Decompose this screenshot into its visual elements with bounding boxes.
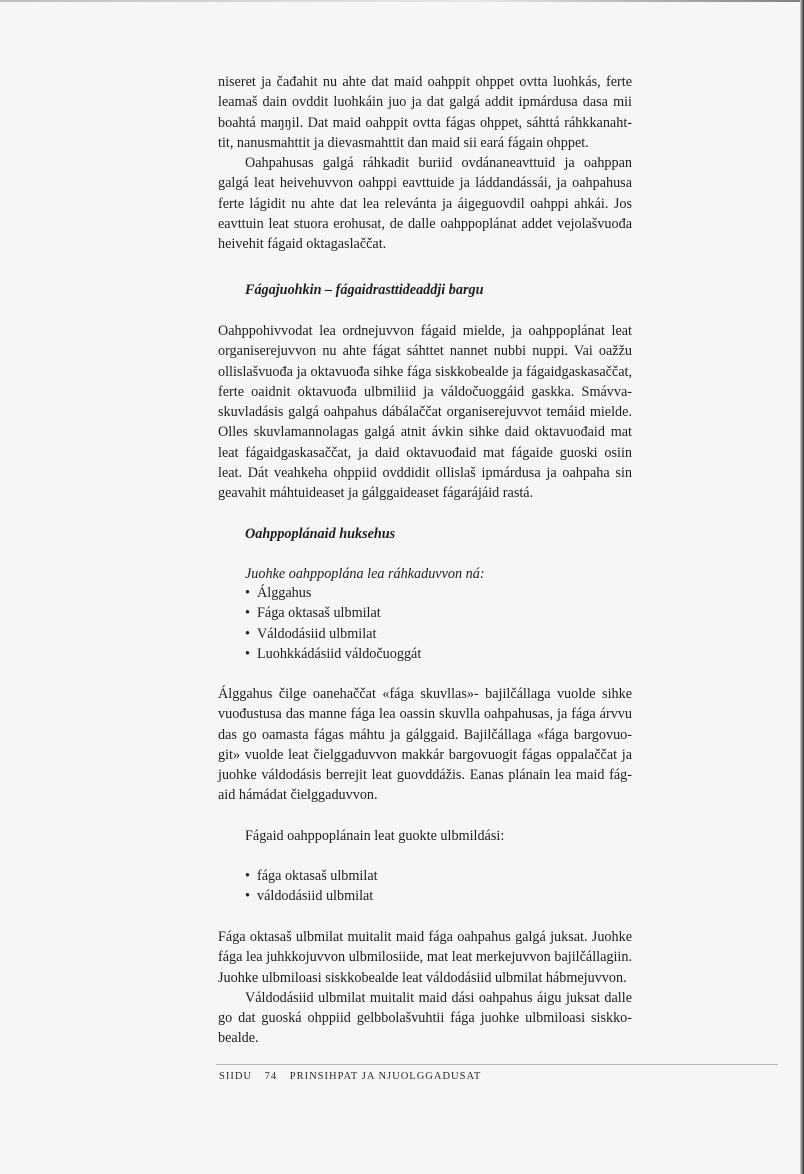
paragraph-6: Váldodásiid ulbmilat muitalit maid dási oahpahus áigu juksat dalle go dat guoská ohppiid gelbbolašvuhtii fága juohke ulbmiloasi siskkobealde. — [218, 989, 632, 1047]
heading-oahppoplanaid-huksehus: Oahppoplánaid huksehus — [245, 526, 396, 542]
list-item: • Váldodásiid ulbmilat — [245, 624, 421, 644]
list-item: • fága oktasaš ulbmilat — [245, 866, 378, 886]
bullet-icon: • — [245, 605, 250, 622]
list-item: • Fága oktasaš ulbmilat — [245, 603, 421, 623]
section-4-text — [218, 927, 632, 1049]
list-item: • Luohkkádásiid váldočuoggát — [245, 644, 421, 664]
section-1-text — [218, 72, 632, 255]
paragraph-1: niseret ja čađahit nu ahte dat maid oahppit ohppet ovtta luohkás, ferte leamaš dain ovddit luohkáin juo ja dat galgá addit ipmárdusa dasa mii boahtá maŋŋil. Dat maid oahppit ovtta fágas ohppet, sáhttá ráhkkanahttit, nanusmahttit ja dievasmahttit dan maid sii eará fágain ohppet. — [218, 74, 632, 151]
paragraph-3: Oahppohivvodat lea ordnejuvvon fágaid mielde, ja oahppoplánat leat organiserejuvvon nu ahte fágat sáhttet nannet nubbi nuppi. Vai oažžu ollislašvuođa ja oktavuođa sihke fága siskkobealde ja fágaidgaskasaččat, ferte oaidnit oktavuođa ulbmiliid ja váldočuoggáid gaskka. Smávvaskuvladásis galgá oahpahus dábálaččat organiserejuvvot temáid mielde. Olles skuvlamannolagas galgá atnit ávkin sihke daid oktavuođaid mat leat fágaidgaskasaččat, ja daid oktavuođaid mat fágaide guoski osiin leat. Dát veahkeha ohppiid ovddidit ollislaš ipmárdusa ja oahpaha sin geavahit máhtuideaset ja gálggaideaset fágarájáid rastá. — [218, 323, 632, 502]
bullet-icon: • — [245, 888, 250, 905]
structure-list — [245, 583, 421, 664]
bullet-icon: • — [245, 585, 250, 601]
running-title: PRINSIHPAT JA NJUOLGGADUSAT — [289, 1071, 482, 1082]
footer-rule — [216, 1064, 778, 1065]
paragraph-4: Álggahus čilge oanehaččat «fága skuvllas»- bajilčállaga vuolde sihke vuođustusa das manne fága lea oassin skuvlla oahpahusas, ja fága árvvu das go oamasta fágas máhtu ja gálggaid. Bajilčállaga «fága bargovuogit» vuolde leat čielggaduvvon makkár bargovuogit fágas oppalaččat ja juohke váldodásis berrejit leat guovddážis. Eanas plánain lea maid fágaid hámádat čielggaduvvon. — [218, 686, 632, 804]
paragraph-2: Oahpahusas galgá ráhkadit buriid ovdánaneavttuid ja oahppan galgá leat heivehuvvon oahppi eavttuide ja láddandássái, ja oahpahusa ferte lágidit nu ahte dat lea relevánta ja áigeguovdil oahppi ahkái. Jos eavttuin leat stuora erohusat, de dalle oahppoplánat addet vejolašvuođa heivehit fágaid oktagaslaččat. — [218, 155, 632, 253]
page-footer — [219, 1071, 490, 1082]
paragraph-5: Fága oktasaš ulbmilat muitalit maid fága oahpahus galgá juksat. Juohke fága lea juhkkojuvvon ulbmilosiide, mat leat merkejuvvon bajilčállagiin. Juohke ulbmiloasi siskkobealde leat váldodásiid ulbmilat hábmejuvvon. — [218, 929, 632, 986]
goal-levels-intro: Fágaid oahppoplánain leat guokte ulbmildási: — [245, 828, 505, 844]
list-item: • Álggahus — [245, 583, 421, 603]
goal-levels-list — [245, 866, 378, 907]
bullet-icon: • — [245, 625, 250, 642]
section-2-text — [218, 321, 632, 504]
bullet-icon: • — [245, 868, 250, 884]
list-item: • váldodásiid ulbmilat — [245, 886, 378, 906]
list-intro: Juohke oahppoplána lea ráhkaduvvon ná: — [245, 566, 485, 582]
footer-label: SIIDU — [219, 1071, 252, 1082]
scan-top-edge — [0, 0, 804, 2]
heading-fagajuohkin: Fágajuohkin – fágaidrasttideaddji bargu — [245, 282, 484, 298]
scan-right-edge — [800, 0, 804, 1174]
page-number: 74 — [264, 1071, 278, 1082]
bullet-icon: • — [245, 645, 250, 662]
section-3-text — [218, 684, 632, 806]
